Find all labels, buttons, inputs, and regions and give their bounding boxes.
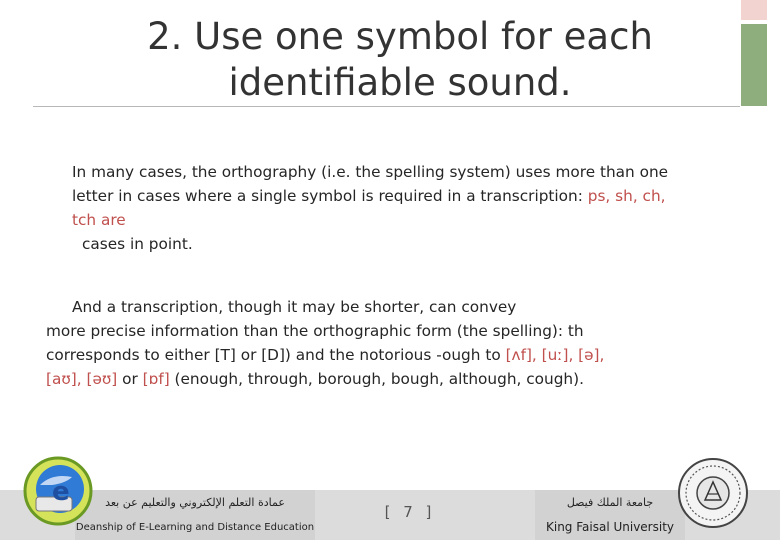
paragraph1-line4: cases in point. — [82, 235, 193, 253]
paragraph2-examples: (enough, through, borough, bough, although, cough). — [169, 370, 584, 388]
paragraph2-line3 — [46, 343, 604, 367]
paragraph2-or: or — [117, 370, 143, 388]
e-learning-logo-icon — [22, 455, 94, 527]
paragraph1-line1: In many cases, the orthography (i.e. the spelling system) uses more than one — [72, 163, 669, 181]
accent-top-block — [741, 0, 767, 20]
slide-title-line1: 2. Use one symbol for each — [147, 15, 653, 58]
paragraph2-line2: more precise information than the orthographic form (the spelling): th — [46, 322, 584, 340]
paragraph2-line3-text: corresponds to either [T] or [D]) and the notorious -ough to — [46, 346, 506, 364]
svg-text:e: e — [52, 477, 70, 507]
title-divider — [33, 106, 740, 107]
footer-bar — [0, 490, 780, 540]
paragraph2-line4 — [46, 367, 604, 391]
accent-green-bar — [741, 24, 767, 106]
paragraph2-symbols-c: [ɒf] — [142, 370, 170, 388]
paragraph-transcription — [46, 295, 604, 391]
university-english-name: King Faisal University — [545, 520, 674, 534]
paragraph1-examples: ps, sh, ch, — [587, 187, 666, 205]
university-arabic-name: جامعة الملك فيصل — [566, 496, 654, 509]
paragraph-orthography — [72, 160, 668, 256]
deanship-arabic-name: عمادة التعلم الإلكتروني والتعليم عن بعد — [105, 496, 285, 509]
paragraph1-line2-text: letter in cases where a single symbol is required in a transcription: — [72, 187, 588, 205]
paragraph1-line2 — [72, 184, 668, 208]
deanship-english-name: Deanship of E-Learning and Distance Education — [75, 522, 315, 533]
paragraph2-line1: And a transcription, though it may be shorter, can convey — [72, 298, 517, 316]
paragraph2-symbols-a: [ʌf], [uː], [ə], — [505, 346, 605, 364]
slide-title-line2: identifiable sound. — [228, 61, 572, 104]
slide-title — [100, 14, 700, 106]
paragraph2-symbols-b: [aʊ], [əʊ] — [46, 370, 118, 388]
page-number: [ 7 ] — [384, 503, 436, 521]
kfu-seal-icon — [676, 456, 750, 530]
paragraph1-line3: tch are — [72, 211, 126, 229]
